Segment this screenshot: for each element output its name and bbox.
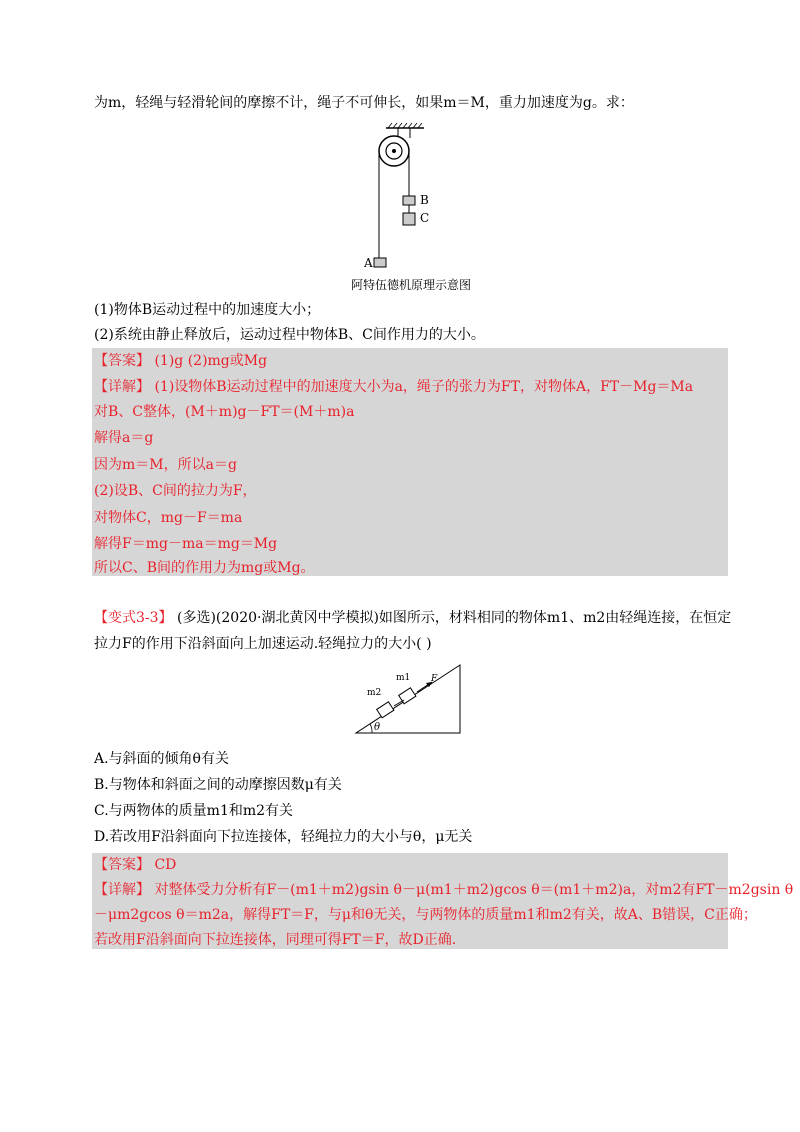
detail-text: (1)设物体B运动过程中的加速度大小为a，绳子的张力为FT，对物体A，FT－Mg＝Ma	[150, 379, 694, 395]
answer2-detail-2: －μm2gcos θ＝m2a，解得FT＝F，与μ和θ无关，与两物体的质量m1和m2有关，故A、B错误，C正确；	[94, 907, 757, 923]
question-2: (2)系统由静止释放后，运动过程中物体B、C间作用力的大小。	[94, 327, 485, 343]
figure-caption: 阿特伍德机原理示意图	[351, 278, 472, 292]
answer2-label: 【答案】	[94, 857, 150, 873]
detail-line-1	[94, 377, 693, 397]
detail-line-7: 解得F＝mg－ma＝mg＝Mg	[94, 536, 278, 552]
answer-text: (1)g (2)mg或Mg	[150, 353, 268, 369]
answer2-line-1	[94, 855, 176, 875]
label-m1: m1	[396, 673, 411, 683]
answer2-detail-1	[94, 880, 793, 900]
option-c: C.与两物体的质量m1和m2有关	[94, 803, 294, 819]
incline-figure	[350, 660, 470, 740]
label-f: F	[431, 674, 438, 684]
option-d: D.若改用F沿斜面向下拉连接体，轻绳拉力的大小与θ，μ无关	[94, 829, 473, 845]
detail-line-4: 因为m＝M，所以a＝g	[94, 457, 237, 473]
answer-line-1	[94, 351, 267, 371]
label-c: C	[420, 211, 430, 225]
label-b: B	[420, 193, 429, 207]
option-a: A.与斜面的倾角θ有关	[94, 751, 229, 767]
detail-line-2: 对B、C整体，(M＋m)g－FT＝(M＋m)a	[94, 404, 355, 420]
label-m2: m2	[367, 688, 382, 698]
detail-line-5: (2)设B、C间的拉力为F，	[94, 483, 257, 499]
variant-text: (多选)(2020·湖北黄冈中学模拟)如图所示，材料相同的物体m1、m2由轻绳连接，在恒定	[172, 610, 732, 626]
intro-text: 为m，轻绳与轻滑轮间的摩擦不计，绳子不可伸长，如果m＝M，重力加速度为g。求：	[94, 95, 634, 111]
detail-line-8: 所以C、B间的作用力为mg或Mg。	[94, 560, 315, 576]
label-theta: θ	[374, 722, 381, 733]
question-1: (1)物体B运动过程中的加速度大小；	[94, 302, 321, 318]
answer2-text: CD	[150, 857, 177, 873]
option-b: B.与物体和斜面之间的动摩擦因数μ有关	[94, 777, 342, 793]
answer2-detail-label: 【详解】	[94, 882, 150, 898]
answer2-detail-text: 对整体受力分析有F－(m1＋m2)gsin θ－μ(m1＋m2)gcos θ＝(m1＋m2)a，对m2有FT－m2gsin θ	[150, 882, 794, 898]
detail-line-6: 对物体C，mg－F＝ma	[94, 510, 243, 526]
detail-label: 【详解】	[94, 379, 150, 395]
variant-label: 【变式3-3】	[94, 610, 173, 626]
variant-line-2: 拉力F的作用下沿斜面向上加速运动.轻绳拉力的大小( )	[94, 636, 432, 652]
answer2-detail-3: 若改用F沿斜面向下拉连接体，同理可得FT＝F，故D正确.	[94, 932, 457, 948]
answer-label: 【答案】	[94, 353, 150, 369]
detail-line-3: 解得a＝g	[94, 430, 154, 446]
variant-line-1	[94, 608, 731, 628]
label-a: A	[364, 256, 373, 270]
